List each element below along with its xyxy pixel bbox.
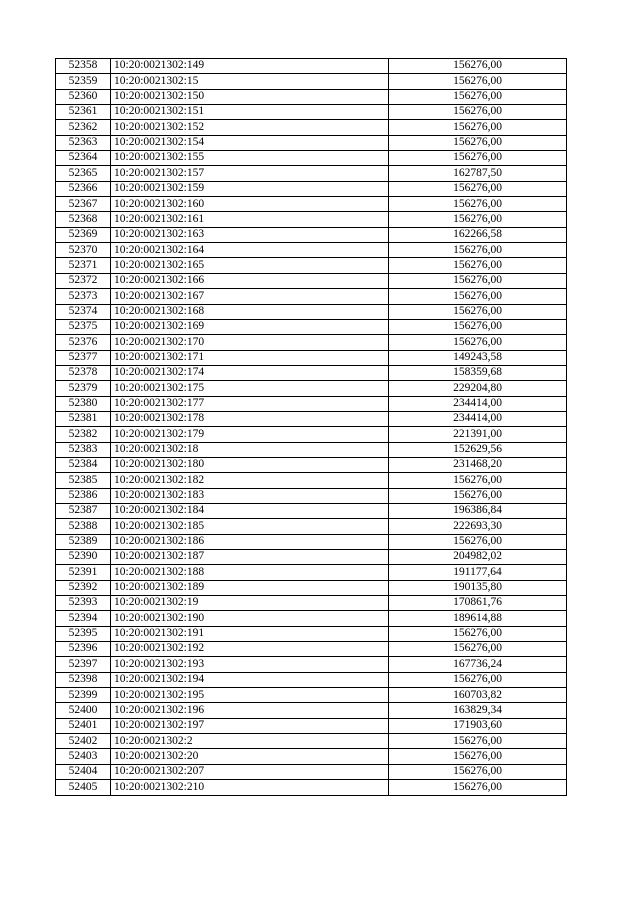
- cadastral-value-cell: 162787,50: [389, 166, 567, 181]
- cadastral-value-cell: 156276,00: [389, 273, 567, 288]
- row-number-cell: 52371: [56, 258, 111, 273]
- table-row: [56, 749, 567, 764]
- cadastral-value-cell: 156276,00: [389, 734, 567, 749]
- table-row: [56, 473, 567, 488]
- row-number-cell: 52369: [56, 227, 111, 242]
- cadastral-value-table: [55, 58, 567, 796]
- cadastral-number-cell: 10:20:0021302:177: [111, 396, 389, 411]
- row-number-cell: 52403: [56, 749, 111, 764]
- row-number-cell: 52367: [56, 197, 111, 212]
- cadastral-number-cell: 10:20:0021302:207: [111, 764, 389, 779]
- row-number-cell: 52382: [56, 427, 111, 442]
- table-row: [56, 519, 567, 534]
- table-row: [56, 688, 567, 703]
- table-row: [56, 457, 567, 472]
- cadastral-number-cell: 10:20:0021302:175: [111, 381, 389, 396]
- cadastral-number-cell: 10:20:0021302:18: [111, 442, 389, 457]
- table-row: [56, 396, 567, 411]
- cadastral-value-cell: 156276,00: [389, 59, 567, 74]
- cadastral-value-cell: 171903,60: [389, 718, 567, 733]
- row-number-cell: 52366: [56, 181, 111, 196]
- cadastral-number-cell: 10:20:0021302:167: [111, 289, 389, 304]
- cadastral-number-cell: 10:20:0021302:169: [111, 319, 389, 334]
- cadastral-value-cell: 191177,64: [389, 565, 567, 580]
- cadastral-value-cell: 156276,00: [389, 120, 567, 135]
- table-row: [56, 197, 567, 212]
- table-row: [56, 642, 567, 657]
- cadastral-number-cell: 10:20:0021302:2: [111, 734, 389, 749]
- cadastral-value-cell: 156276,00: [389, 672, 567, 687]
- cadastral-number-cell: 10:20:0021302:191: [111, 626, 389, 641]
- cadastral-number-cell: 10:20:0021302:188: [111, 565, 389, 580]
- cadastral-value-cell: 189614,88: [389, 611, 567, 626]
- row-number-cell: 52359: [56, 74, 111, 89]
- table-row: [56, 427, 567, 442]
- cadastral-number-cell: 10:20:0021302:210: [111, 780, 389, 795]
- cadastral-number-cell: 10:20:0021302:149: [111, 59, 389, 74]
- table-row: [56, 626, 567, 641]
- table-row: [56, 243, 567, 258]
- cadastral-number-cell: 10:20:0021302:197: [111, 718, 389, 733]
- cadastral-value-cell: 222693,30: [389, 519, 567, 534]
- table-row: [56, 780, 567, 795]
- table-row: [56, 319, 567, 334]
- cadastral-value-cell: 234414,00: [389, 411, 567, 426]
- table-row: [56, 611, 567, 626]
- cadastral-number-cell: 10:20:0021302:160: [111, 197, 389, 212]
- cadastral-number-cell: 10:20:0021302:180: [111, 457, 389, 472]
- row-number-cell: 52372: [56, 273, 111, 288]
- row-number-cell: 52375: [56, 319, 111, 334]
- table-row: [56, 734, 567, 749]
- row-number-cell: 52405: [56, 780, 111, 795]
- table-row: [56, 565, 567, 580]
- cadastral-value-cell: 170861,76: [389, 596, 567, 611]
- table-row: [56, 365, 567, 380]
- cadastral-value-cell: 156276,00: [389, 473, 567, 488]
- cadastral-value-cell: 163829,34: [389, 703, 567, 718]
- cadastral-number-cell: 10:20:0021302:165: [111, 258, 389, 273]
- table-row: [56, 258, 567, 273]
- table-row: [56, 718, 567, 733]
- cadastral-number-cell: 10:20:0021302:179: [111, 427, 389, 442]
- row-number-cell: 52397: [56, 657, 111, 672]
- cadastral-value-cell: 156276,00: [389, 642, 567, 657]
- row-number-cell: 52404: [56, 764, 111, 779]
- row-number-cell: 52394: [56, 611, 111, 626]
- table-row: [56, 534, 567, 549]
- table-row: [56, 59, 567, 74]
- row-number-cell: 52373: [56, 289, 111, 304]
- cadastral-number-cell: 10:20:0021302:182: [111, 473, 389, 488]
- row-number-cell: 52388: [56, 519, 111, 534]
- cadastral-number-cell: 10:20:0021302:183: [111, 488, 389, 503]
- table-row: [56, 166, 567, 181]
- cadastral-number-cell: 10:20:0021302:171: [111, 350, 389, 365]
- cadastral-value-cell: 156276,00: [389, 764, 567, 779]
- cadastral-value-cell: 152629,56: [389, 442, 567, 457]
- cadastral-value-cell: 156276,00: [389, 243, 567, 258]
- cadastral-number-cell: 10:20:0021302:20: [111, 749, 389, 764]
- table-row: [56, 764, 567, 779]
- table-row: [56, 411, 567, 426]
- row-number-cell: 52402: [56, 734, 111, 749]
- cadastral-number-cell: 10:20:0021302:192: [111, 642, 389, 657]
- row-number-cell: 52396: [56, 642, 111, 657]
- table-row: [56, 105, 567, 120]
- row-number-cell: 52386: [56, 488, 111, 503]
- row-number-cell: 52381: [56, 411, 111, 426]
- cadastral-number-cell: 10:20:0021302:161: [111, 212, 389, 227]
- table-row: [56, 503, 567, 518]
- cadastral-value-cell: 229204,80: [389, 381, 567, 396]
- table-row: [56, 74, 567, 89]
- row-number-cell: 52362: [56, 120, 111, 135]
- cadastral-value-cell: 160703,82: [389, 688, 567, 703]
- cadastral-number-cell: 10:20:0021302:159: [111, 181, 389, 196]
- row-number-cell: 52377: [56, 350, 111, 365]
- cadastral-number-cell: 10:20:0021302:195: [111, 688, 389, 703]
- row-number-cell: 52387: [56, 503, 111, 518]
- cadastral-number-cell: 10:20:0021302:193: [111, 657, 389, 672]
- cadastral-number-cell: 10:20:0021302:19: [111, 596, 389, 611]
- cadastral-number-cell: 10:20:0021302:185: [111, 519, 389, 534]
- row-number-cell: 52380: [56, 396, 111, 411]
- table-row: [56, 289, 567, 304]
- cadastral-value-cell: 156276,00: [389, 780, 567, 795]
- cadastral-value-cell: 156276,00: [389, 105, 567, 120]
- table-row: [56, 120, 567, 135]
- table-row: [56, 381, 567, 396]
- cadastral-number-cell: 10:20:0021302:166: [111, 273, 389, 288]
- cadastral-number-cell: 10:20:0021302:170: [111, 335, 389, 350]
- row-number-cell: 52383: [56, 442, 111, 457]
- table-row: [56, 135, 567, 150]
- row-number-cell: 52360: [56, 89, 111, 104]
- row-number-cell: 52374: [56, 304, 111, 319]
- table-row: [56, 488, 567, 503]
- table-row: [56, 227, 567, 242]
- row-number-cell: 52401: [56, 718, 111, 733]
- row-number-cell: 52391: [56, 565, 111, 580]
- cadastral-value-cell: 156276,00: [389, 534, 567, 549]
- row-number-cell: 52393: [56, 596, 111, 611]
- table-row: [56, 335, 567, 350]
- cadastral-number-cell: 10:20:0021302:150: [111, 89, 389, 104]
- cadastral-number-cell: 10:20:0021302:163: [111, 227, 389, 242]
- cadastral-number-cell: 10:20:0021302:186: [111, 534, 389, 549]
- cadastral-value-cell: 156276,00: [389, 89, 567, 104]
- table-row: [56, 151, 567, 166]
- cadastral-number-cell: 10:20:0021302:190: [111, 611, 389, 626]
- cadastral-value-cell: 156276,00: [389, 258, 567, 273]
- row-number-cell: 52365: [56, 166, 111, 181]
- row-number-cell: 52385: [56, 473, 111, 488]
- cadastral-number-cell: 10:20:0021302:155: [111, 151, 389, 166]
- cadastral-value-cell: 156276,00: [389, 319, 567, 334]
- cadastral-value-cell: 167736,24: [389, 657, 567, 672]
- row-number-cell: 52358: [56, 59, 111, 74]
- table-row: [56, 580, 567, 595]
- table-row: [56, 89, 567, 104]
- cadastral-value-cell: 156276,00: [389, 135, 567, 150]
- row-number-cell: 52368: [56, 212, 111, 227]
- cadastral-number-cell: 10:20:0021302:152: [111, 120, 389, 135]
- cadastral-number-cell: 10:20:0021302:184: [111, 503, 389, 518]
- cadastral-value-cell: 196386,84: [389, 503, 567, 518]
- row-number-cell: 52370: [56, 243, 111, 258]
- table-row: [56, 181, 567, 196]
- table-row: [56, 350, 567, 365]
- table-row: [56, 304, 567, 319]
- cadastral-number-cell: 10:20:0021302:157: [111, 166, 389, 181]
- row-number-cell: 52399: [56, 688, 111, 703]
- cadastral-value-cell: 234414,00: [389, 396, 567, 411]
- table-row: [56, 657, 567, 672]
- row-number-cell: 52384: [56, 457, 111, 472]
- cadastral-value-cell: 158359,68: [389, 365, 567, 380]
- row-number-cell: 52378: [56, 365, 111, 380]
- cadastral-value-cell: 156276,00: [389, 626, 567, 641]
- row-number-cell: 52400: [56, 703, 111, 718]
- row-number-cell: 52389: [56, 534, 111, 549]
- cadastral-value-cell: 156276,00: [389, 289, 567, 304]
- cadastral-number-cell: 10:20:0021302:189: [111, 580, 389, 595]
- row-number-cell: 52392: [56, 580, 111, 595]
- table-row: [56, 703, 567, 718]
- cadastral-value-cell: 156276,00: [389, 304, 567, 319]
- row-number-cell: 52364: [56, 151, 111, 166]
- cadastral-number-cell: 10:20:0021302:15: [111, 74, 389, 89]
- row-number-cell: 52379: [56, 381, 111, 396]
- cadastral-value-cell: 156276,00: [389, 181, 567, 196]
- cadastral-number-cell: 10:20:0021302:196: [111, 703, 389, 718]
- row-number-cell: 52390: [56, 550, 111, 565]
- cadastral-number-cell: 10:20:0021302:178: [111, 411, 389, 426]
- table-row: [56, 442, 567, 457]
- cadastral-value-cell: 156276,00: [389, 488, 567, 503]
- row-number-cell: 52363: [56, 135, 111, 150]
- cadastral-number-cell: 10:20:0021302:151: [111, 105, 389, 120]
- row-number-cell: 52376: [56, 335, 111, 350]
- table-row: [56, 550, 567, 565]
- cadastral-value-cell: 156276,00: [389, 74, 567, 89]
- cadastral-value-cell: 190135,80: [389, 580, 567, 595]
- cadastral-number-cell: 10:20:0021302:174: [111, 365, 389, 380]
- table-row: [56, 672, 567, 687]
- table-row: [56, 596, 567, 611]
- cadastral-number-cell: 10:20:0021302:194: [111, 672, 389, 687]
- row-number-cell: 52395: [56, 626, 111, 641]
- cadastral-value-cell: 162266,58: [389, 227, 567, 242]
- cadastral-value-cell: 231468,20: [389, 457, 567, 472]
- table-row: [56, 273, 567, 288]
- cadastral-value-cell: 204982,02: [389, 550, 567, 565]
- table-row: [56, 212, 567, 227]
- cadastral-number-cell: 10:20:0021302:154: [111, 135, 389, 150]
- cadastral-value-cell: 156276,00: [389, 212, 567, 227]
- row-number-cell: 52398: [56, 672, 111, 687]
- cadastral-number-cell: 10:20:0021302:164: [111, 243, 389, 258]
- row-number-cell: 52361: [56, 105, 111, 120]
- cadastral-value-cell: 156276,00: [389, 335, 567, 350]
- cadastral-number-cell: 10:20:0021302:168: [111, 304, 389, 319]
- cadastral-value-cell: 221391,00: [389, 427, 567, 442]
- cadastral-value-cell: 156276,00: [389, 197, 567, 212]
- cadastral-value-cell: 156276,00: [389, 749, 567, 764]
- cadastral-value-cell: 156276,00: [389, 151, 567, 166]
- cadastral-value-cell: 149243,58: [389, 350, 567, 365]
- cadastral-number-cell: 10:20:0021302:187: [111, 550, 389, 565]
- table-body: [56, 59, 567, 796]
